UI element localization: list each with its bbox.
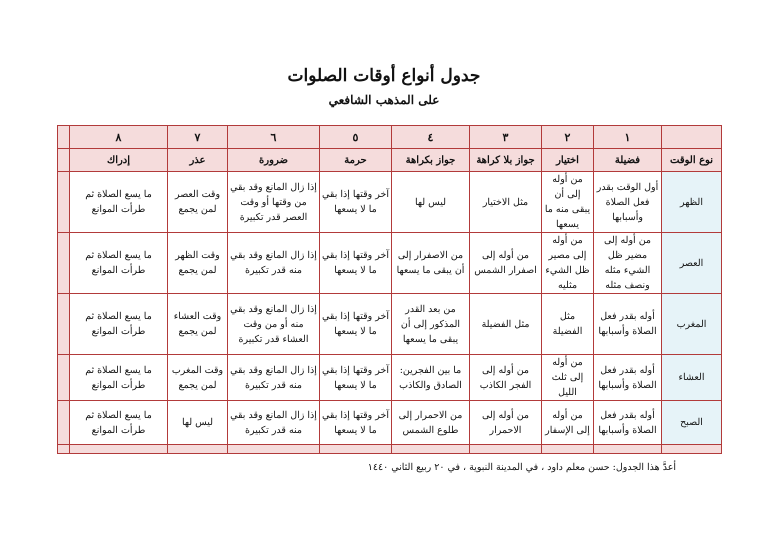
table-cell: مثل الفضيلة [542, 294, 594, 355]
column-header: حرمة [320, 149, 392, 172]
table-cell: إذا زال المانع وقد بقي منه قدر تكبيرة [228, 401, 320, 445]
table-cell: ما بين الفجرين: الصادق والكاذب [392, 355, 470, 401]
strip-cell [542, 445, 594, 454]
table-cell: من أوله إلى الاحمرار [470, 401, 542, 445]
edge-cell [58, 401, 70, 445]
table-cell: آخر وقتها إذا بقي ما لا يسعها [320, 294, 392, 355]
column-number: ٣ [470, 126, 542, 149]
strip-cell [168, 445, 228, 454]
table-cell: آخر وقتها إذا بقي ما لا يسعها [320, 401, 392, 445]
corner-diagonal-cell [662, 126, 722, 149]
table-cell: وقت العشاء لمن يجمع [168, 294, 228, 355]
edge-cell [58, 172, 70, 233]
page-title: جدول أنواع أوقات الصلوات [287, 66, 481, 86]
column-number: ١ [594, 126, 662, 149]
strip-cell [470, 445, 542, 454]
table-cell: مثل الاختيار [470, 172, 542, 233]
table-cell: ما يسع الصلاة ثم طرأت الموانع [70, 233, 168, 294]
edge-cell [58, 294, 70, 355]
column-number: ٧ [168, 126, 228, 149]
footnote: أعدَّ هذا الجدول: حسن معلم داود ، في المدينة النبوية ، في ٢٠ ربيع الثاني ١٤٤٠ [367, 462, 676, 473]
row-header-isha: العشاء [662, 355, 722, 401]
edge-cell [58, 355, 70, 401]
table-cell: وقت المغرب لمن يجمع [168, 355, 228, 401]
prayer-times-table [57, 125, 722, 454]
row-header-maghrib: المغرب [662, 294, 722, 355]
column-header: اختيار [542, 149, 594, 172]
table-cell: إذا زال المانع وقد بقي منه قدر تكبيرة [228, 233, 320, 294]
table-cell: آخر وقتها إذا بقي ما لا يسعها [320, 172, 392, 233]
table-cell: أول الوقت بقدر فعل الصلاة وأسبابها [594, 172, 662, 233]
table-row [58, 294, 722, 355]
row-header-asr: العصر [662, 233, 722, 294]
table-row [58, 355, 722, 401]
table-cell: آخر وقتها إذا بقي ما لا يسعها [320, 233, 392, 294]
column-number: ٥ [320, 126, 392, 149]
table-row [58, 233, 722, 294]
table-cell: مثل الفضيلة [470, 294, 542, 355]
edge-cell [58, 233, 70, 294]
table-cell: من أوله إلى أن يبقى منه ما يسعها [542, 172, 594, 233]
column-header: إدراك [70, 149, 168, 172]
table-cell: من أوله إلى ثلث الليل [542, 355, 594, 401]
table-cell: من بعد القدر المذكور إلى أن يبقى ما يسعها [392, 294, 470, 355]
table-row [58, 172, 722, 233]
table-cell: أوله بقدر فعل الصلاة وأسبابها [594, 355, 662, 401]
table-cell: من أوله إلى الإسفار [542, 401, 594, 445]
strip-cell [70, 445, 168, 454]
table-cell: ما يسع الصلاة ثم طرأت الموانع [70, 401, 168, 445]
table-cell: إذا زال المانع وقد بقي منه أو من وقت العشاء قدر تكبيرة [228, 294, 320, 355]
table-cell: من أوله إلى اصفرار الشمس [470, 233, 542, 294]
table-cell: ما يسع الصلاة ثم طرأت الموانع [70, 355, 168, 401]
table-cell: ما يسع الصلاة ثم طرأت الموانع [70, 172, 168, 233]
page-subtitle: على المذهب الشافعي [328, 93, 440, 107]
strip-cell [58, 445, 70, 454]
column-header: جواز بلا كراهة [470, 149, 542, 172]
table-cell: من الاحمرار إلى طلوع الشمس [392, 401, 470, 445]
strip-cell [662, 445, 722, 454]
column-header: عذر [168, 149, 228, 172]
column-number: ٨ [70, 126, 168, 149]
table-cell: وقت الظهر لمن يجمع [168, 233, 228, 294]
table-cell: إذا زال المانع وقد بقي من وقتها أو وقت العصر قدر تكبيرة [228, 172, 320, 233]
column-number: ٤ [392, 126, 470, 149]
column-number: ٢ [542, 126, 594, 149]
table-cell: أوله بقدر فعل الصلاة وأسبابها [594, 401, 662, 445]
header-row [58, 149, 722, 172]
table-cell: آخر وقتها إذا بقي ما لا يسعها [320, 355, 392, 401]
table-cell: وقت العصر لمن يجمع [168, 172, 228, 233]
strip-cell [392, 445, 470, 454]
table-cell: من أوله إلى مصير ظل الشيء مثليه [542, 233, 594, 294]
strip-cell [320, 445, 392, 454]
table-cell: من أوله إلى الفجر الكاذب [470, 355, 542, 401]
table-cell: ليس لها [392, 172, 470, 233]
strip-cell [228, 445, 320, 454]
table-cell: أوله بقدر فعل الصلاة وأسبابها [594, 294, 662, 355]
edge-cell [58, 126, 70, 149]
column-header: ضرورة [228, 149, 320, 172]
number-row [58, 126, 722, 149]
table-row [58, 401, 722, 445]
row-header-fajr: الصبح [662, 401, 722, 445]
row-header-dhuhr: الظهر [662, 172, 722, 233]
table-cell: إذا زال المانع وقد بقي منه قدر تكبيرة [228, 355, 320, 401]
strip-cell [594, 445, 662, 454]
column-number: ٦ [228, 126, 320, 149]
table-cell: ليس لها [168, 401, 228, 445]
column-header: فضيلة [594, 149, 662, 172]
table-cell: ما يسع الصلاة ثم طرأت الموانع [70, 294, 168, 355]
corner-label: نوع الوقت [662, 149, 722, 172]
table-cell: من الاصفرار إلى أن يبقى ما يسعها [392, 233, 470, 294]
column-header: جواز بكراهة [392, 149, 470, 172]
edge-cell [58, 149, 70, 172]
table-bottom-strip [58, 445, 722, 454]
table-cell: من أوله إلى مضير ظل الشيء مثله ونصف مثله [594, 233, 662, 294]
